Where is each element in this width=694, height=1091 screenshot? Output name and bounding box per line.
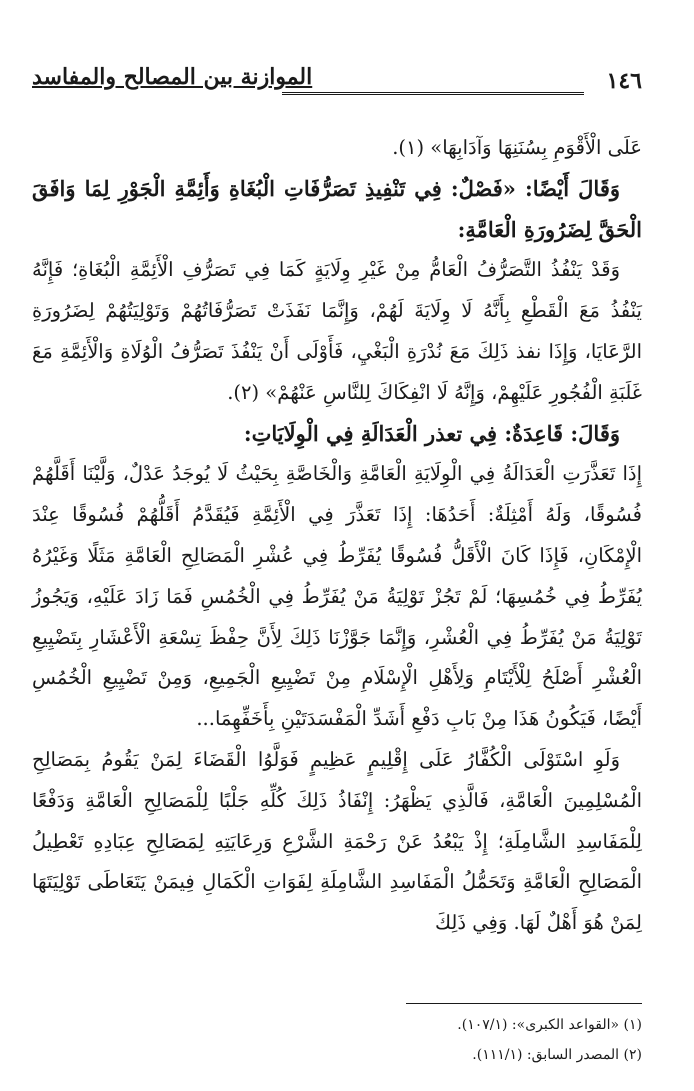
section-heading: وَقَالَ أَيْضًا: «فَصْلٌ: فِي تَنْفِيذِ تَصَرُّفَاتِ الْبُغَاةِ وَأَئِمَّةِ الْجَوْرِ لِمَا وَافَقَ الْحَقَّ لِضَرُورَةِ الْعَامَّةِ: — [32, 175, 642, 242]
paragraph: عَلَى الْأَقْوَمِ بِسُنَنِهَا وَآدَابِهَا» (١). — [392, 136, 642, 159]
paragraph: وَلَوِ اسْتَوْلَى الْكُفَّارُ عَلَى إِقْلِيمٍ عَظِيمٍ فَوَلَّوُا الْقَضَاءَ لِمَنْ يَقُومُ بِمَصَالِحِ الْمُسْلِمِينَ الْعَامَّةِ، فَالَّذِي يَظْهَرُ: إِنْفَاذُ ذَلِكَ كُلِّهِ جَلْبًا لِلْمَصَالِحِ الْعَامَّةِ وَدَفْعًا لِلْمَفَاسِدِ الشَّامِلَةِ؛ إِذْ يَبْعُدُ عَنْ رَحْمَةِ الشَّرْعِ وَرِعَايَتِهِ لِمَصَالِحِ عِبَادِهِ تَعْطِيلُ الْمَصَالِحِ الْعَامَّةِ وَتَحَمُّلُ الْمَفَاسِدِ الشَّامِلَةِ لِفَوَاتِ الْكَمَالِ فِيمَنْ يَتَعَاطَى تَوْلِيَتَهَا لِمَنْ هُوَ أَهْلٌ لَهَا. وَفِي ذَلِكَ — [32, 747, 642, 935]
footnotes — [32, 1010, 642, 1070]
footnote: (١) «القواعد الكبرى»: (١٠٧/١). — [457, 1017, 642, 1033]
section-heading: وَقَالَ: قَاعِدَةٌ: فِي تعذر الْعَدَالَةِ فِي الْوِلَايَاتِ: — [243, 420, 620, 446]
footnote: (٢) المصدر السابق: (١١١/١). — [472, 1047, 642, 1063]
running-title: الموازنة بين المصالح والمفاسد — [32, 64, 313, 90]
main-text — [32, 128, 642, 944]
header-rule — [282, 92, 584, 97]
footnote-separator — [406, 1003, 642, 1004]
paragraph: إِذَا تَعَذَّرَتِ الْعَدَالَةُ فِي الْوِلَايَةِ الْعَامَّةِ وَالْخَاصَّةِ بِحَيْثُ لَا يُوجَدُ عَدْلٌ، وَلَّيْنَا أَقَلَّهُمْ فُسُوقًا، وَلَهُ أَمْثِلَةٌ: أَحَدُهَا: إِذَا تَعَذَّرَ فِي الْأَئِمَّةِ فَيُقَدَّمُ أَقَلُّهُمْ فُسُوقًا عِنْدَ الْإِمْكَانِ، فَإِذَا كَانَ الْأَقَلُّ فُسُوقًا يُفَرِّطُ فِي عُشْرِ الْمَصَالِحِ الْعَامَّةِ مَثَلًا وَغَيْرُهُ يُفَرِّطُ فِي خُمُسِهَا؛ لَمْ تَجُزْ تَوْلِيَةُ مَنْ يُفَرِّطُ فِي الْخُمُسِ فَمَا زَادَ عَلَيْهِ، وَيَجُوزُ تَوْلِيَةُ مَنْ يُفَرِّطُ فِي الْعُشْرِ، وَإِنَّمَا جَوَّزْنَا ذَلِكَ لِأَنَّ حِفْظَ تِسْعَةِ الْأَعْشَارِ بِتَضْيِيعِ الْعُشْرِ أَصْلَحُ لِلْأَيْتَامِ وَلِأَهْلِ الْإِسْلَامِ مِنْ تَضْيِيعِ الْجَمِيعِ، وَمِنْ تَضْيِيعِ الْخُمُسِ أَيْضًا، فَيَكُونُ هَذَا مِنْ بَابِ دَفْعِ أَشَدِّ الْمَفْسَدَتَيْنِ بِأَخَفِّهِمَا... — [32, 462, 642, 731]
page-number: ١٤٦ — [606, 68, 642, 94]
paragraph: وَقَدْ يَنْفُذُ التَّصَرُّفُ الْعَامُّ مِنْ غَيْرِ وِلَايَةٍ كَمَا فِي تَصَرُّفِ الْأَئِمَّةِ الْبُغَاةِ؛ فَإِنَّهُ يَنْفُذُ مَعَ الْقَطْعِ بِأَنَّهُ لَا وِلَايَةَ لَهُمْ، وَإِنَّمَا نَفَذَتْ تَصَرُّفَاتُهُمْ وَتَوْلِيَتُهُمْ لِضَرُورَةِ الرَّعَايَا، وَإِذَا نفذ ذَلِكَ مَعَ نُدْرَةِ الْبَغْيِ، فَأَوْلَى أَنْ يَنْفُذَ تَصَرُّفُ الْوُلَاةِ وَالْأَئِمَّةِ مَعَ غَلَبَةِ الْفُجُورِ عَلَيْهِمْ، وَإِنَّهُ لَا انْفِكَاكَ لِلنَّاسِ عَنْهُمْ» (٢). — [32, 258, 642, 404]
page-header — [32, 62, 642, 102]
